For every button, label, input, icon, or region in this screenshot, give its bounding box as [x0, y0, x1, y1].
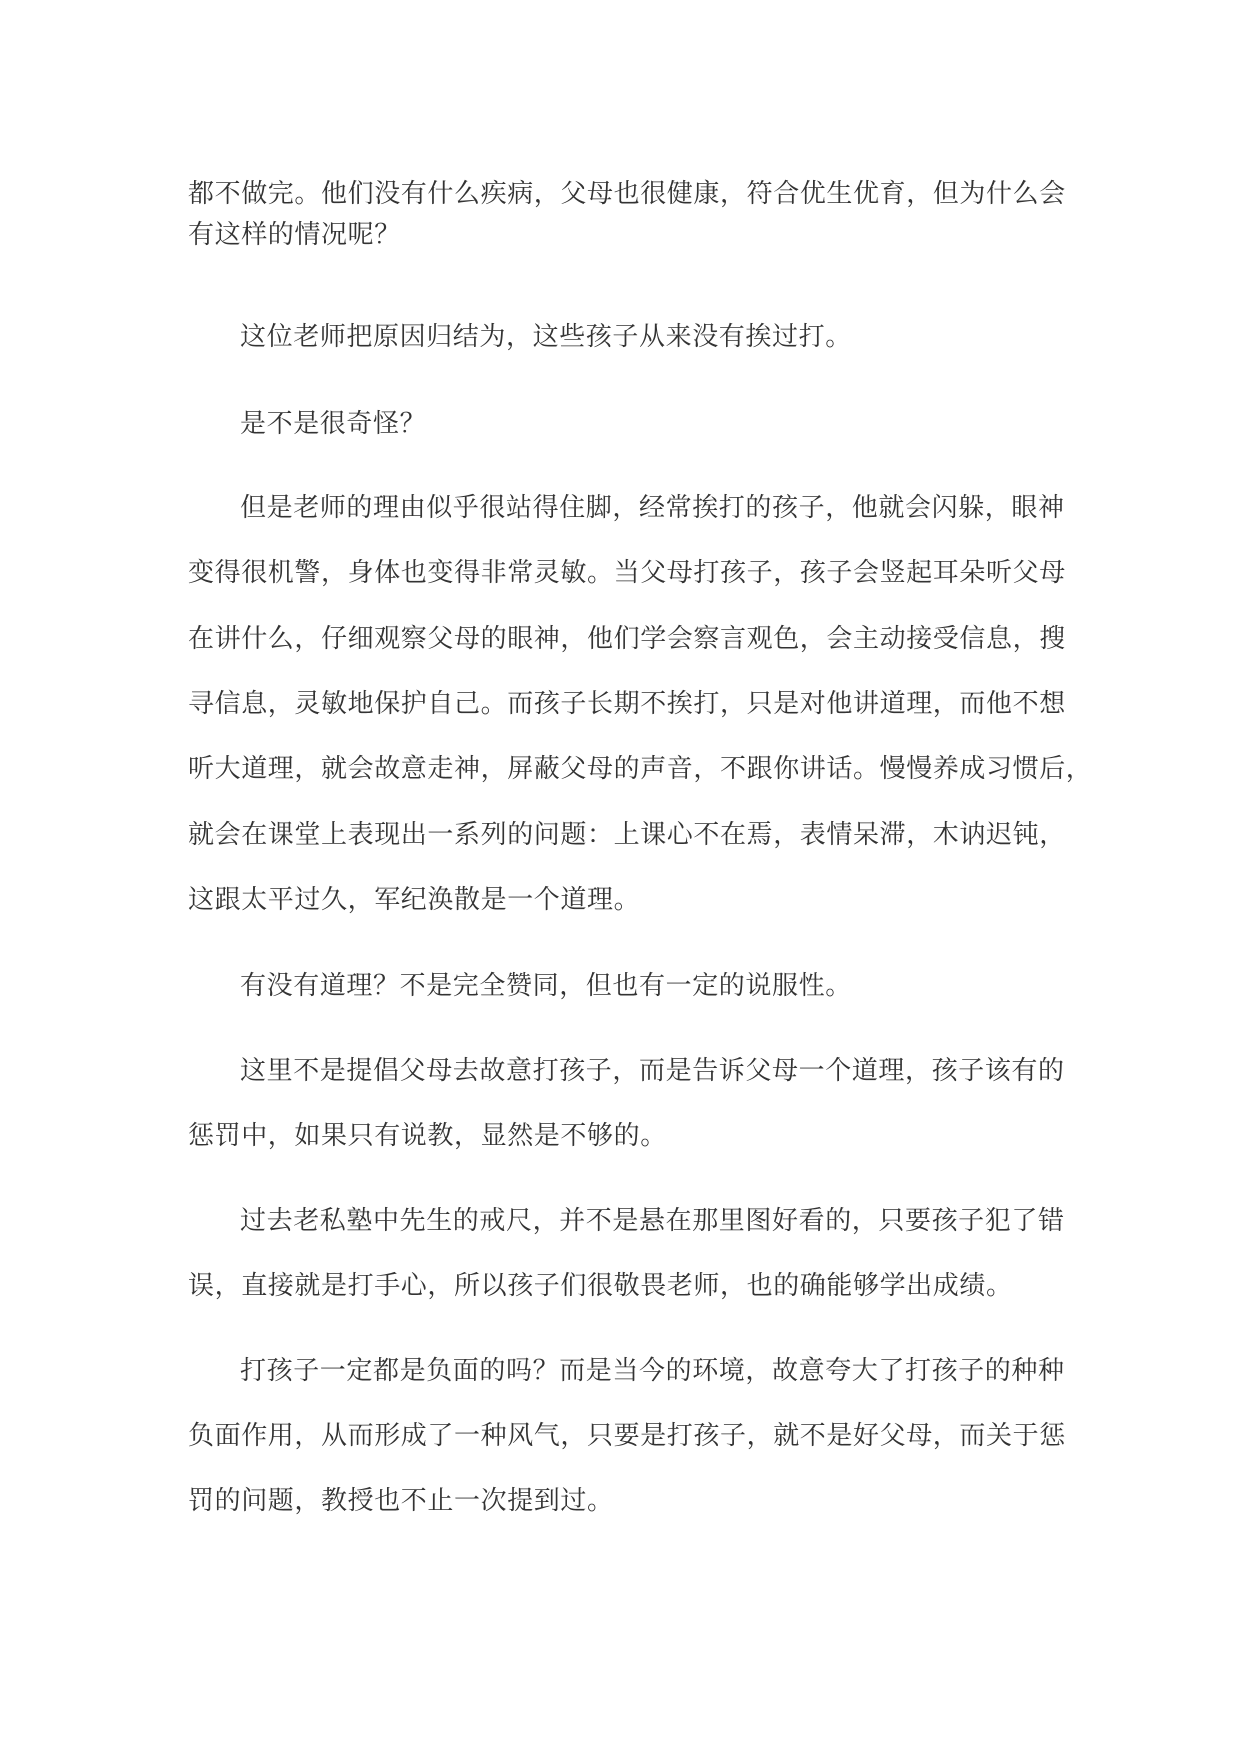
- paragraph-line: 是不是很奇怪？: [240, 409, 427, 439]
- paragraph-line: 都不做完。他们没有什么疾病，父母也很健康，符合优生优育，但为什么会: [188, 179, 1066, 209]
- paragraph-line: 这跟太平过久，军纪涣散是一个道理。: [188, 885, 641, 915]
- paragraph-line: 罚的问题，教授也不止一次提到过。: [188, 1486, 614, 1516]
- paragraph-line: 但是老师的理由似乎很站得住脚，经常挨打的孩子，他就会闪躲，眼神: [240, 493, 1065, 523]
- paragraph-line: 就会在课堂上表现出一系列的问题：上课心不在焉，表情呆滞，木讷迟钝，: [188, 820, 1066, 850]
- paragraph-line: 打孩子一定都是负面的吗？而是当今的环境，故意夸大了打孩子的种种: [240, 1356, 1065, 1386]
- paragraph-line: 寻信息，灵敏地保护自己。而孩子长期不挨打，只是对他讲道理，而他不想: [188, 689, 1066, 719]
- paragraph-line: 听大道理，就会故意走神，屏蔽父母的声音，不跟你讲话。慢慢养成习惯后，: [188, 754, 1093, 784]
- paragraph-line: 惩罚中，如果只有说教，显然是不够的。: [188, 1121, 667, 1151]
- paragraph-line: 在讲什么，仔细观察父母的眼神，他们学会察言观色，会主动接受信息，搜: [188, 624, 1066, 654]
- paragraph-line: 误，直接就是打手心，所以孩子们很敬畏老师，也的确能够学出成绩。: [188, 1271, 1013, 1301]
- paragraph-line: 变得很机警，身体也变得非常灵敏。当父母打孩子，孩子会竖起耳朵听父母: [188, 558, 1066, 588]
- paragraph-line: 过去老私塾中先生的戒尺，并不是悬在那里图好看的，只要孩子犯了错: [240, 1206, 1065, 1236]
- paragraph-line: 有这样的情况呢？: [188, 220, 401, 250]
- paragraph-line: 有没有道理？不是完全赞同，但也有一定的说服性。: [240, 971, 852, 1001]
- paragraph-line: 这位老师把原因归结为，这些孩子从来没有挨过打。: [240, 322, 852, 352]
- paragraph-line: 负面作用，从而形成了一种风气，只要是打孩子，就不是好父母，而关于惩: [188, 1421, 1066, 1451]
- paragraph-line: 这里不是提倡父母去故意打孩子，而是告诉父母一个道理，孩子该有的: [240, 1056, 1065, 1086]
